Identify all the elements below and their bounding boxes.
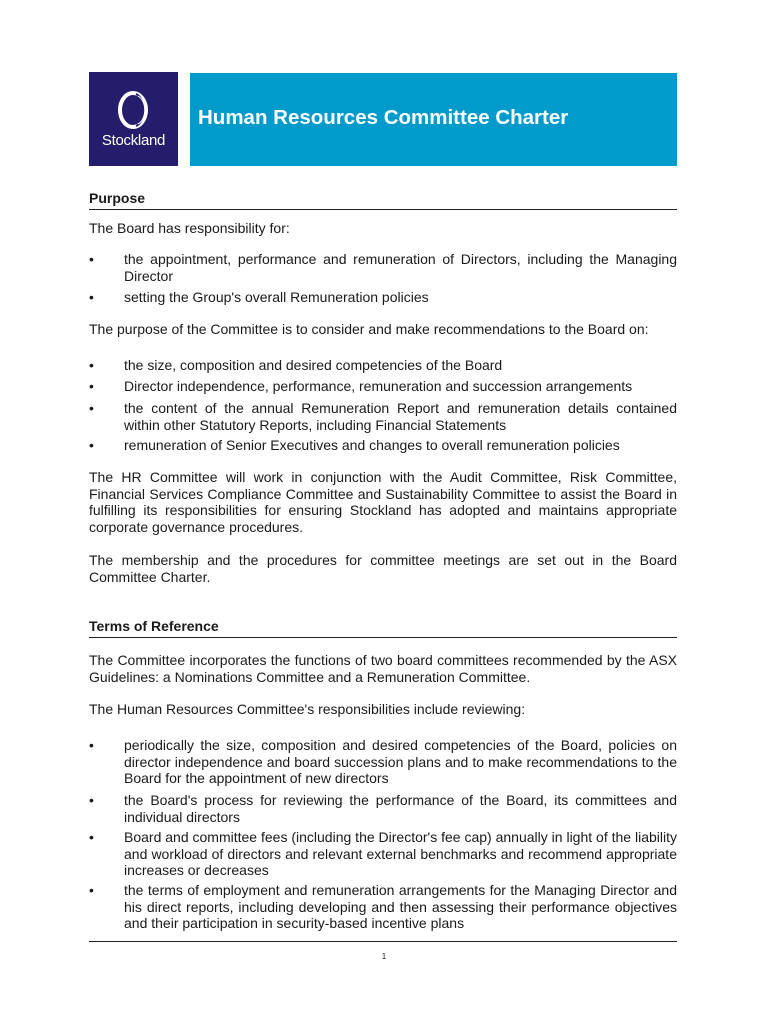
list-item-text: the size, composition and desired competencies of the Board [124,357,503,373]
page-number: 1 [381,952,387,961]
list-item [89,357,677,374]
committee-intro: The purpose of the Committee is to consider and make recommendations to the Board on: [89,321,649,337]
list-item-text: the content of the annual Remuneration Report and remuneration details contained within other Statutory Reports, including Financial Statements [124,400,677,433]
list-item [89,437,677,454]
list-item-text: the appointment, performance and remuneration of Directors, including the Managing Director [124,251,677,284]
logo-text: Stockland [101,132,166,149]
list-item-text: Board and committee fees (including the Director's fee cap) annually in light of the liability and workload of directors and relevant external benchmarks and recommend appropriate increases or decreases [124,829,677,878]
bullet-icon: • [89,357,94,373]
list-item [89,378,677,395]
list-item-text: the Board's process for reviewing the performance of the Board, its committees and individual directors [124,792,677,825]
list-item [89,829,677,879]
document-title: Human Resources Committee Charter [198,106,569,129]
stockland-logo [89,72,178,166]
list-item-text: setting the Group's overall Remuneration policies [124,289,429,305]
footer-divider [89,941,677,942]
list-item-text: the terms of employment and remuneration arrangements for the Managing Director and his direct reports, including developing and then assessing their performance objectives and their participation in security-based incentive plans [124,882,677,931]
bullet-icon: • [89,437,94,453]
title-banner [190,73,677,166]
purpose-intro: The Board has responsibility for: [89,220,290,236]
purpose-heading: Purpose [89,190,677,210]
list-item [89,882,677,932]
membership-paragraph: The membership and the procedures for committee meetings are set out in the Board Committee Charter. [89,552,677,585]
bullet-icon: • [89,829,94,845]
bullet-icon: • [89,289,94,305]
bullet-icon: • [89,251,94,267]
list-item [89,737,677,787]
list-item-text: periodically the size, composition and desired competencies of the Board, policies on director independence and board succession plans and to make recommendations to the Board for the appointment of new directors [124,737,677,786]
stockland-swirl-icon [116,90,151,130]
list-item [89,792,677,825]
bullet-icon: • [89,737,94,753]
bullet-icon: • [89,378,94,394]
list-item-text: Director independence, performance, remuneration and succession arrangements [124,378,633,394]
terms-paragraph: The Committee incorporates the functions of two board committees recommended by the ASX Guidelines: a Nominations Committee and a Remuneration Committee. [89,652,677,685]
bullet-icon: • [89,792,94,808]
bullet-icon: • [89,882,94,898]
list-item-text: remuneration of Senior Executives and changes to overall remuneration policies [124,437,620,453]
responsibilities-intro: The Human Resources Committee's responsibilities include reviewing: [89,701,526,717]
terms-heading: Terms of Reference [89,618,677,638]
bullet-icon: • [89,400,94,416]
list-item [89,400,677,433]
list-item [89,289,677,306]
list-item [89,251,677,284]
hr-committee-paragraph: The HR Committee will work in conjunction with the Audit Committee, Risk Committee, Financial Services Compliance Committee and Sustainability Committee to assist the Board in fulfilling its responsibilities for ensuring Stockland has adopted and maintains appropriate corporate governance procedures. [89,469,677,535]
